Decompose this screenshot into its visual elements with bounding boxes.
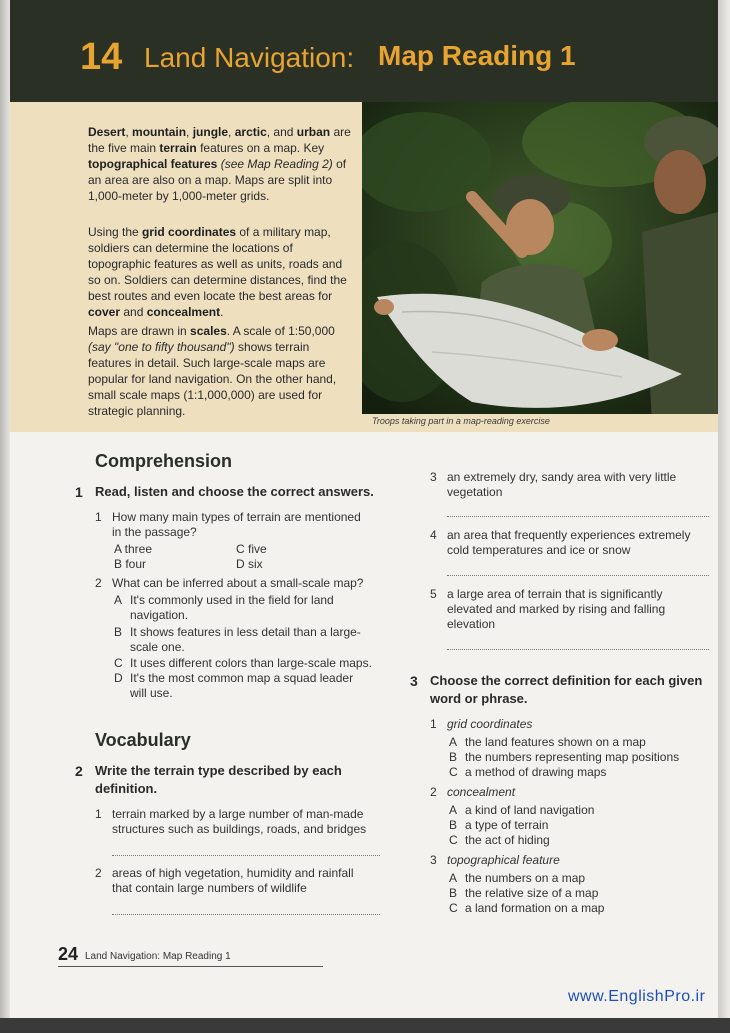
vocab-item-3-number: 3 [430, 470, 437, 484]
chapter-number: 14 [80, 36, 123, 78]
question-2-option-d-line-1[interactable]: It's the most common map a squad leader [130, 671, 354, 685]
exercise-2-instruction-1: Write the terrain type described by each [95, 763, 342, 778]
vocab-item-2-line-2: that contain large numbers of wildlife [112, 881, 307, 895]
exercise-2-number: 2 [75, 763, 83, 779]
exercise-1-instruction: Read, listen and choose the correct answers. [95, 484, 374, 499]
question-1-line-1: How many main types of terrain are mentioned [112, 510, 361, 524]
footer-title: Land Navigation: Map Reading 1 [85, 951, 231, 962]
def-item-1-option-a[interactable]: the land features shown on a map [465, 735, 646, 749]
vocab-item-4-number: 4 [430, 528, 437, 542]
vocab-item-3-line-2: vegetation [447, 485, 503, 499]
def-item-2-option-c-letter[interactable]: C [449, 833, 458, 847]
page-edge [718, 0, 730, 1033]
exercise-3-instruction-1: Choose the correct definition for each given [430, 673, 703, 688]
def-item-3-option-b-letter[interactable]: B [449, 886, 458, 900]
vocab-item-1-number: 1 [95, 807, 102, 821]
vocab-item-1-line-1: terrain marked by a large number of man-made [112, 807, 364, 821]
chapter-header [10, 0, 718, 102]
question-1-option-c[interactable]: C five [236, 542, 267, 556]
exercise-1-number: 1 [75, 484, 83, 500]
vocab-item-5-number: 5 [430, 587, 437, 601]
question-2-option-b-line-2[interactable]: scale one. [130, 640, 185, 654]
vocab-item-5-line-2: elevated and marked by rising and falling [447, 602, 666, 616]
def-item-1-option-c[interactable]: a method of drawing maps [465, 765, 607, 779]
watermark-url: www.EnglishPro.ir [568, 988, 706, 1005]
def-item-3-term: topographical feature [447, 853, 560, 867]
chapter-title-light: Land Navigation: [144, 42, 355, 73]
def-item-2-option-b-letter[interactable]: B [449, 818, 458, 832]
chapter-title-bold: Map Reading 1 [378, 40, 576, 71]
vocab-item-2-number: 2 [95, 866, 102, 880]
intro-panel [10, 102, 362, 432]
vocab-item-3-line-1: an extremely dry, sandy area with very little [447, 470, 677, 484]
def-item-1-option-b[interactable]: the numbers representing map positions [465, 750, 680, 764]
def-item-2-term: concealment [447, 785, 516, 799]
intro-paragraph-1: Desert, mountain, jungle, arctic, and urban are the five main terrain features on a map. Key topographical features (see Map Reading 2) of an area are also on a map. Maps are split into 1,000-meter by 1,000-meter grids. [88, 125, 351, 203]
def-item-1-option-b-letter[interactable]: B [449, 750, 458, 764]
def-item-1-number: 1 [430, 717, 437, 731]
comprehension-title: Comprehension [95, 451, 233, 471]
question-2-option-c-letter[interactable]: C [114, 656, 123, 670]
vocab-item-2-line-1: areas of high vegetation, humidity and rainfall [112, 866, 354, 880]
question-1-number: 1 [95, 510, 102, 524]
def-item-3-option-a-letter[interactable]: A [449, 871, 458, 885]
soldiers-map-photo [362, 102, 718, 424]
bottom-edge [0, 1018, 730, 1033]
def-item-1-option-a-letter[interactable]: A [449, 735, 458, 749]
question-2-option-c-line-1[interactable]: It uses different colors than large-scale maps. [130, 656, 372, 670]
vocab-item-5-line-3: elevation [447, 617, 496, 631]
vocab-item-3-answer-line[interactable] [447, 516, 709, 517]
def-item-3-option-c[interactable]: a land formation on a map [465, 901, 605, 915]
exercise-2-instruction-2: definition. [95, 781, 158, 796]
intro-paragraph-2: Using the grid coordinates of a military map, soldiers can determine the locations of topographic features as well as units, roads and so on. Soldiers can determine distances, find the best routes and even locate the best areas for cover and concealment. [88, 225, 347, 319]
question-2-option-d-line-2[interactable]: will use. [130, 686, 173, 700]
def-item-2-option-a-letter[interactable]: A [449, 803, 458, 817]
def-item-3-number: 3 [430, 853, 437, 867]
vocab-item-5-answer-line[interactable] [447, 649, 709, 650]
def-item-3-option-b[interactable]: the relative size of a map [465, 886, 599, 900]
vocab-item-4-answer-line[interactable] [447, 575, 709, 576]
footer-rule [58, 966, 323, 967]
question-2-option-b-line-1[interactable]: It shows features in less detail than a large- [130, 625, 361, 639]
def-item-1-option-c-letter[interactable]: C [449, 765, 458, 779]
question-2-option-a-letter[interactable]: A [114, 593, 123, 607]
question-1-option-b[interactable]: B four [114, 557, 147, 571]
vocabulary-title: Vocabulary [95, 730, 191, 750]
page-number: 24 [58, 944, 79, 964]
def-item-2-option-a[interactable]: a kind of land navigation [465, 803, 595, 817]
question-2-text: What can be inferred about a small-scale map? [112, 576, 364, 590]
question-2-number: 2 [95, 576, 102, 590]
vocab-item-1-line-2: structures such as buildings, roads, and bridges [112, 822, 367, 836]
question-1-option-a[interactable]: A three [114, 542, 153, 556]
vocab-item-5-line-1: a large area of terrain that is significantly [447, 587, 663, 601]
def-item-3-option-c-letter[interactable]: C [449, 901, 458, 915]
book-binding [0, 0, 10, 1033]
exercise-3-number: 3 [410, 673, 418, 689]
vocab-item-1-answer-line[interactable] [112, 855, 380, 856]
def-item-2-option-b[interactable]: a type of terrain [465, 818, 549, 832]
def-item-2-number: 2 [430, 785, 437, 799]
book-page [10, 0, 718, 1018]
def-item-3-option-a[interactable]: the numbers on a map [465, 871, 586, 885]
vocab-item-2-answer-line[interactable] [112, 914, 380, 915]
vocab-item-4-line-1: an area that frequently experiences extremely [447, 528, 691, 542]
vocab-item-4-line-2: cold temperatures and ice or snow [447, 543, 631, 557]
exercise-3-instruction-2: word or phrase. [430, 691, 528, 706]
question-2-option-a-line-1[interactable]: It's commonly used in the field for land [130, 593, 334, 607]
photo-caption: Troops taking part in a map-reading exercise [372, 416, 550, 426]
def-item-2-option-c[interactable]: the act of hiding [465, 833, 550, 847]
question-1-option-d[interactable]: D six [236, 557, 263, 571]
question-2-option-b-letter[interactable]: B [114, 625, 123, 639]
intro-paragraph-3: Maps are drawn in scales. A scale of 1:50,000 (say "one to fifty thousand") shows terrain features in detail. Such large-scale maps are popular for land navigation. On the other hand, small scale maps (1:1,000,000) are used for strategic planning. [88, 324, 337, 418]
def-item-1-term: grid coordinates [447, 717, 533, 731]
question-2-option-a-line-2[interactable]: navigation. [130, 608, 189, 622]
question-2-option-d-letter[interactable]: D [114, 671, 123, 685]
question-1-line-2: in the passage? [112, 525, 197, 539]
